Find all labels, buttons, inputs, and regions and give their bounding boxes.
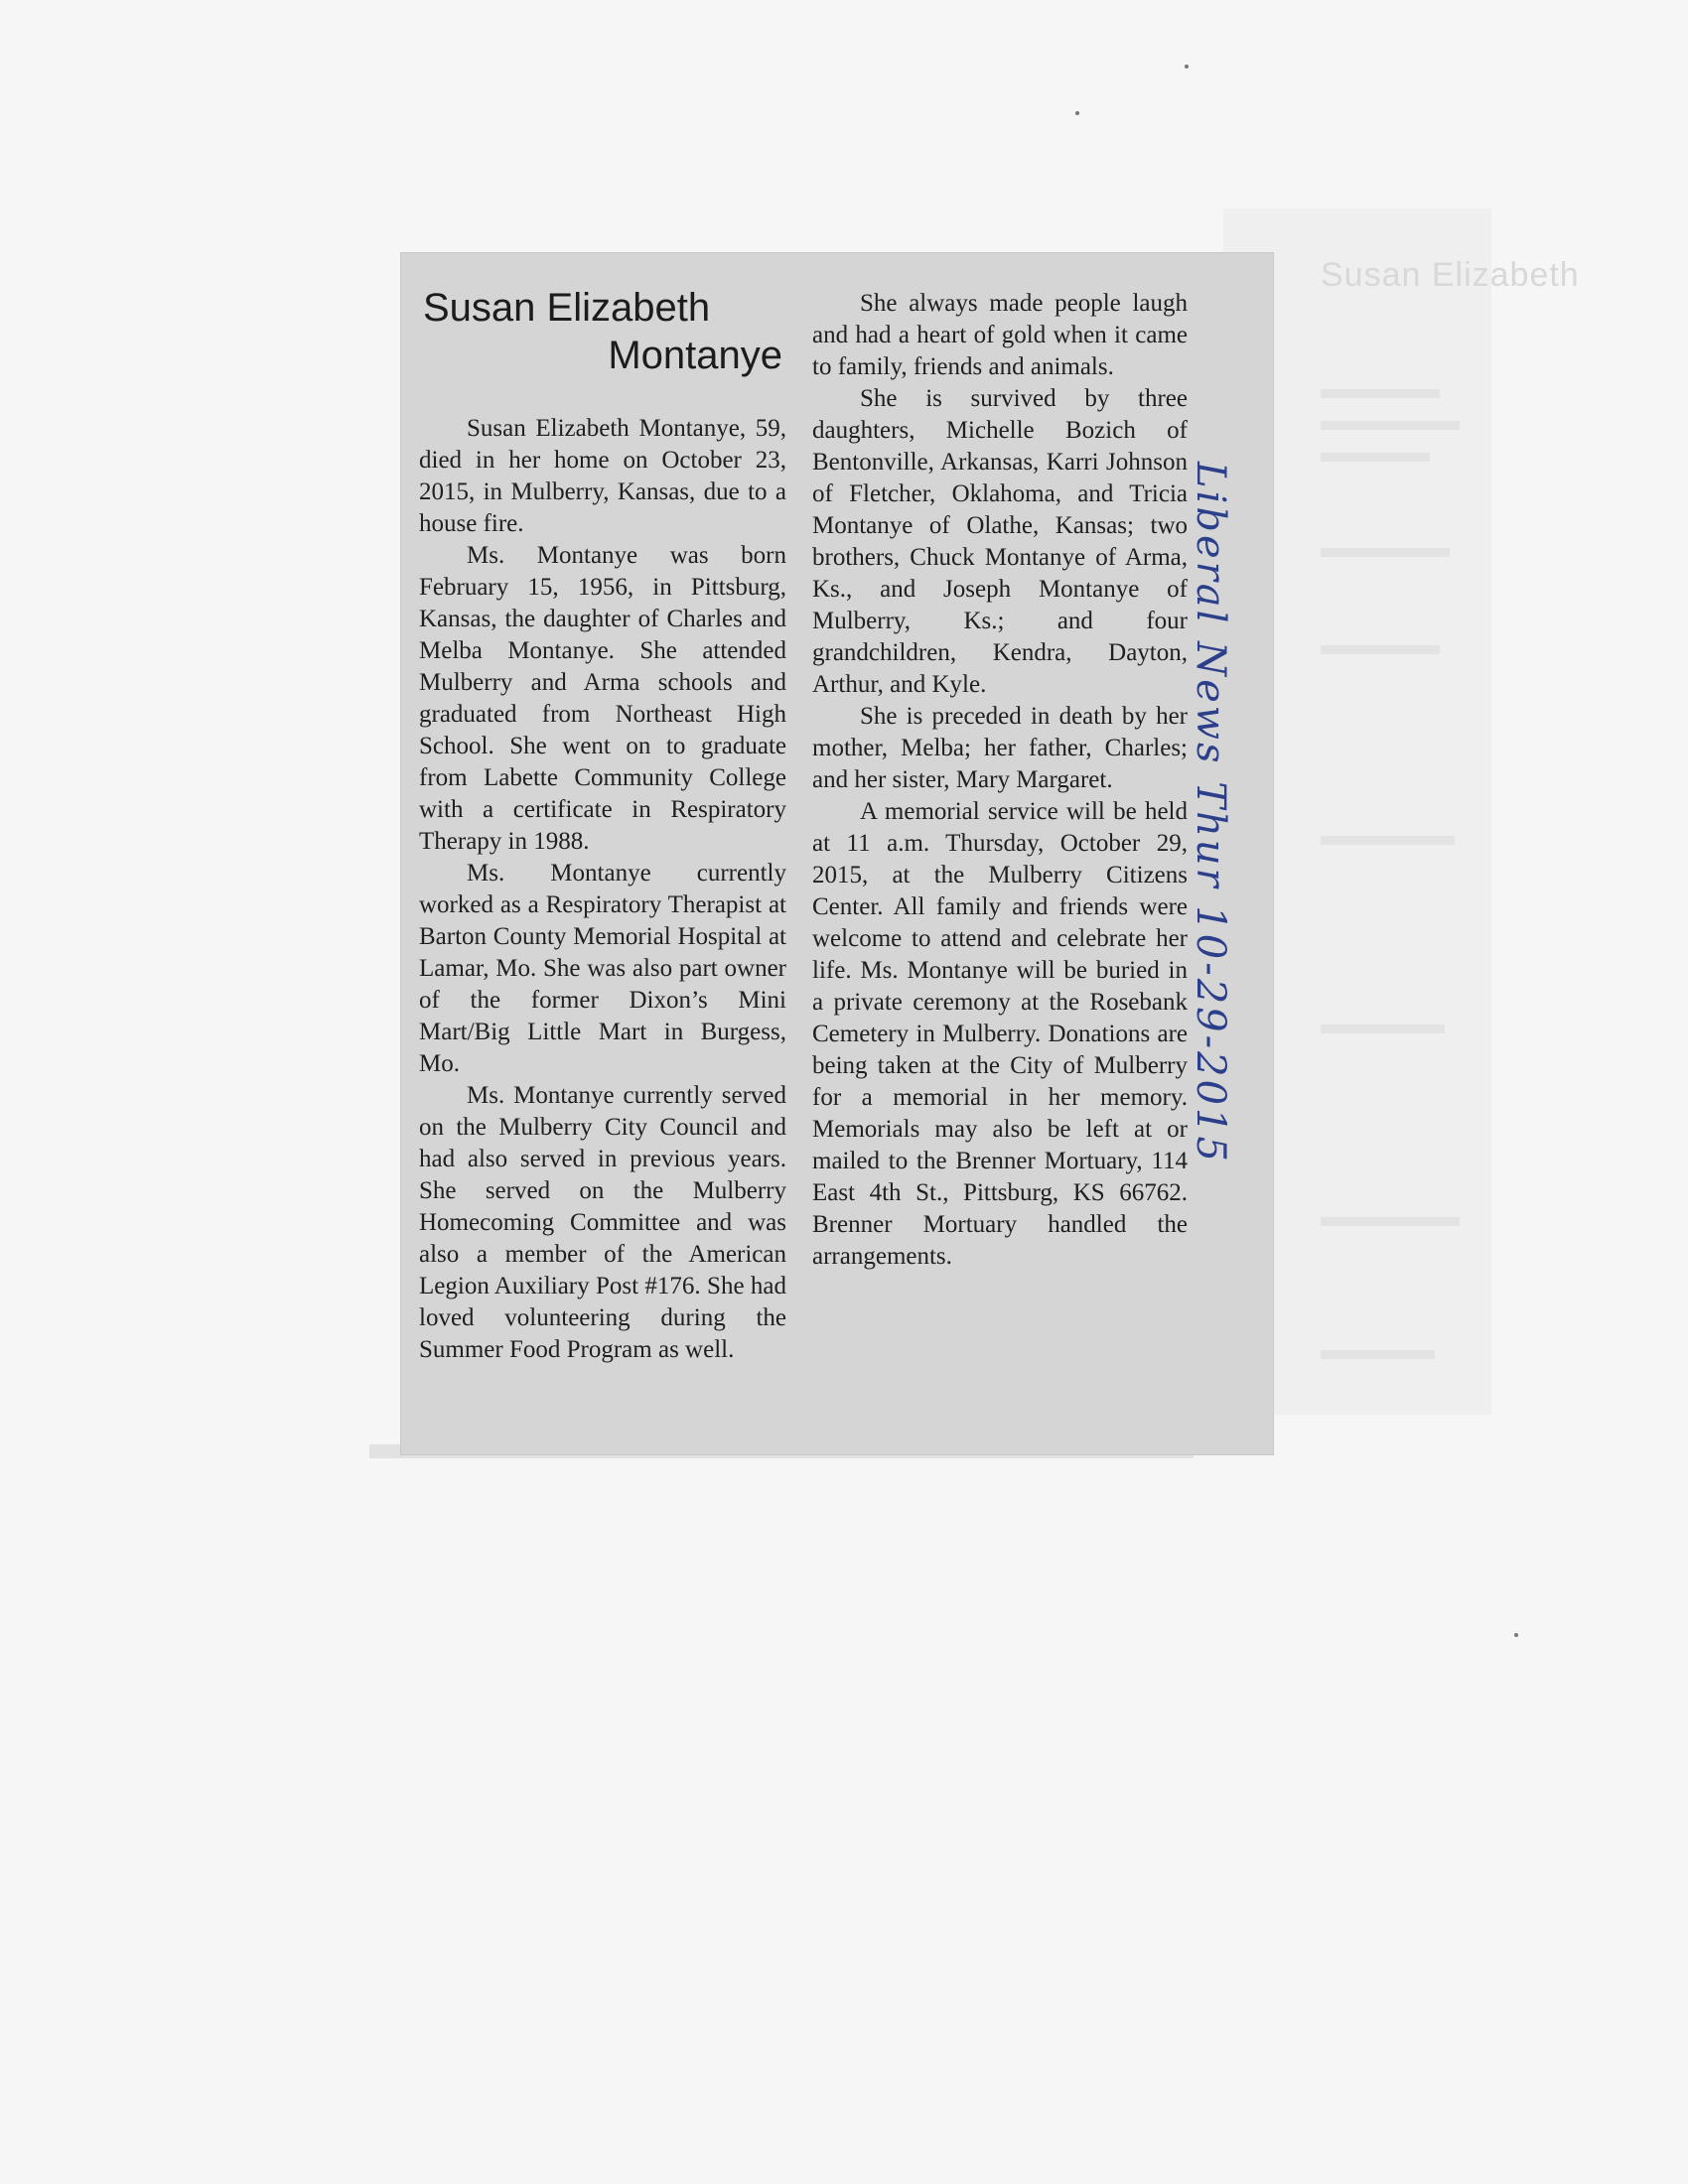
obituary-headline (423, 284, 782, 379)
obituary-paragraph: She always made people laugh and had a heart of gold when it came to family, friends and animals. (812, 290, 1188, 380)
bleed-through-line (1321, 453, 1430, 462)
handwritten-source-note: Liberal News Thur 10-29-2015 (1188, 462, 1233, 1164)
obituary-paragraph: She is preceded in death by her mother, Melba; her father, Charles; and her sister, Mary Margaret. (812, 703, 1188, 793)
obituary-paragraph: She is survived by three daughters, Michelle Bozich of Bentonville, Arkansas, Karri Johnson of Fletcher, Oklahoma, and Tricia Montanye of Olathe, Kansas; two brothers, Chuck Montanye of Arma, Ks., and Joseph Montanye of Mulberry, Ks.; and four grandchildren, Kendra, Dayton, Arthur, and Kyle. (812, 385, 1188, 698)
left-text-column (419, 413, 786, 1366)
bleed-through-line (1321, 836, 1455, 845)
headline-line-1: Susan Elizabeth (423, 286, 711, 330)
bleed-through-line (1321, 1350, 1435, 1359)
bleed-through-line (1321, 421, 1460, 430)
headline-line-2: Montanye (608, 334, 782, 377)
obituary-paragraph: Ms. Montanye was born February 15, 1956, in Pittsburg, Kansas, the daughter of Charles and Melba Montanye. She attended Mulberry and Arma schools and graduated from Northeast High School. She went on to graduate from Labette Community College with a certificate in Respiratory Therapy in 1988. (419, 542, 786, 855)
bleed-through-line (1321, 1024, 1445, 1033)
scan-speck (1514, 1633, 1518, 1637)
bleed-through-line (1321, 548, 1450, 557)
obituary-paragraph: Ms. Montanye currently served on the Mulberry City Council and had also served in previous years. She served on the Mulberry Homecoming Committee and was also a member of the American Legion Auxiliary Post #176. She had loved volunteering during the Summer Food Program as well. (419, 1082, 786, 1363)
obituary-paragraph: A memorial service will be held at 11 a.m. Thursday, October 29, 2015, at the Mulberry Citizens Center. All family and friends were welcome to attend and celebrate her life. Ms. Montanye will be buried in a private ceremony at the Rosebank Cemetery in Mulberry. Donations are being taken at the City of Mulberry for a memorial in her memory. Memorials may also be left at or mailed to the Brenner Mortuary, 114 East 4th St., Pittsburg, KS 66762. Brenner Mortuary handled the arrangements. (812, 798, 1188, 1270)
obituary-paragraph: Ms. Montanye currently worked as a Respiratory Therapist at Barton County Memorial Hospital at Lamar, Mo. She was also part owner of the former Dixon’s Mini Mart/Big Little Mart in Burgess, Mo. (419, 860, 786, 1077)
bleed-through-line (1321, 389, 1440, 398)
bleed-through-title: Susan Elizabeth (1321, 256, 1580, 294)
right-text-column (812, 288, 1188, 1273)
obituary-paragraph: Susan Elizabeth Montanye, 59, died in her home on October 23, 2015, in Mulberry, Kansas, due to a house fire. (419, 415, 786, 537)
bleed-through-line (1321, 645, 1440, 654)
scan-speck (1075, 111, 1079, 115)
scan-speck (1185, 65, 1189, 68)
bleed-through-line (1321, 1217, 1460, 1226)
